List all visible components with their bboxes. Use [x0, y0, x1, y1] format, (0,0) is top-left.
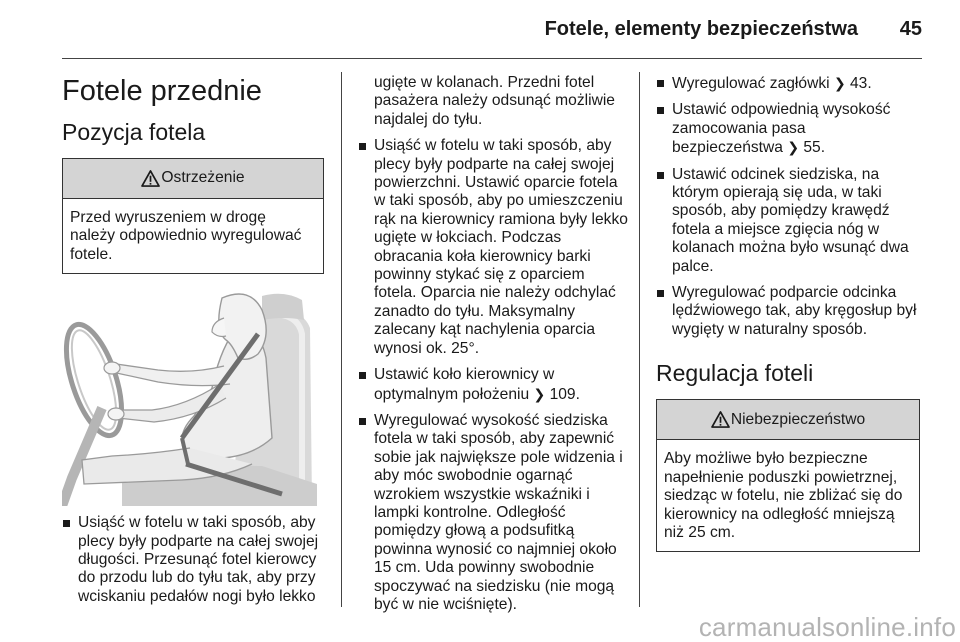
instruction-list: [62, 514, 324, 606]
subsection-heading: Regulacja foteli: [656, 360, 814, 387]
warning-header: [63, 159, 323, 199]
page-reference: 43.: [845, 75, 872, 92]
column-divider: [341, 72, 342, 607]
list-item: Ustawić koło kierownicy w optymalnym położeniu ❯ 109.: [358, 366, 628, 404]
list-item-continuation: ugięte w kolanach. Przedni fotel pasażera należy odsunąć możliwie najdalej do tyłu.: [374, 74, 615, 128]
running-header: [62, 18, 922, 42]
instruction-list: [358, 74, 628, 614]
page-reference: 55.: [799, 139, 826, 157]
list-item: Wyregulować zagłówki ❯ 43.: [656, 74, 920, 93]
driver-seat-illustration: [62, 288, 324, 506]
danger-header: [657, 400, 919, 440]
warning-label: Ostrzeżenie: [161, 169, 245, 187]
danger-box: [656, 399, 920, 552]
watermark: carmanualsonline.info: [698, 612, 956, 642]
section-heading: Fotele przednie: [62, 75, 262, 107]
list-item: Wyregulować wysokość siedziska fotela w taki sposób, aby zapewnić sobie jak największe pole widzenia i aby móc swobodnie ogarnąć wzrokiem wszystkie wskaźniki i lampki kontrolne. Odległość pomiędzy głową a podsufitką powinna wynosić co najmniej około 15 cm. Uda powinny swobodnie spoczywać na siedzisku (nie mogą być w nie wciśnięte).: [358, 412, 628, 614]
column-1: [62, 72, 324, 606]
header-rule: [62, 58, 922, 59]
column-2: [358, 72, 628, 614]
list-item: Usiąść w fotelu w taki sposób, aby plecy były podparte na całej swojej powierzchni. Ustawić oparcie fotela w taki sposób, aby po umieszczeniu rąk na kierownicy ramiona były lekko ugięte w łokciach. Podczas obracania koła kierownicy barki powinny stykać się z oparciem fotela. Oparcia nie należy odchylać zanadto do tyłu. Maksymalny zalecany kąt nachylenia oparcia wynosi ok. 25°.: [358, 137, 628, 358]
instruction-list: [656, 74, 920, 339]
danger-label: Niebezpieczeństwo: [730, 410, 866, 428]
warning-triangle-icon: [711, 411, 730, 428]
list-item: Wyregulować podparcie odcinka lędźwiowego tak, aby kręgosłup był wygięty w naturalny sposób.: [656, 284, 920, 339]
list-item: Ustawić odpowiednią wysokość zamocowania pasa bezpieczeństwa ❯ 55.: [656, 101, 920, 157]
list-item: Usiąść w fotelu w taki sposób, aby plecy były podparte na całej swojej długości. Przesunąć fotel kierowcy do przodu lub do tyłu tak, aby przy wciskaniu pedałów nogi było lekko: [62, 514, 324, 606]
chapter-title: Fotele, elementy bezpieczeństwa: [544, 18, 858, 40]
seat-position-illustration: [62, 288, 324, 506]
warning-text: Przed wyruszeniem w drogę należy odpowiednio wyregulować fotele.: [70, 209, 302, 263]
warning-box: [62, 158, 324, 274]
page-reference-icon: ❯: [787, 139, 800, 156]
list-item: Ustawić odcinek siedziska, na którym opierają się uda, w taki sposób, aby pomiędzy krawędź fotela a miejsce zgięcia nóg w kolanach można było wsunąć dwa palce.: [656, 166, 920, 276]
page-reference-icon: ❯: [533, 385, 546, 402]
page-reference-icon: ❯: [833, 75, 846, 91]
warning-triangle-icon: [141, 170, 160, 187]
column-divider: [639, 72, 640, 607]
subsection-heading: Pozycja fotela: [62, 119, 206, 145]
column-3: [656, 72, 920, 552]
danger-text: Aby możliwe było bezpieczne napełnienie poduszki powietrznej, siedząc w fotelu, nie zbliżać się do kierownicy na odległość mniejszą niż 25 cm.: [664, 450, 903, 541]
page-reference: 109.: [545, 385, 580, 403]
page-number: 45: [899, 18, 922, 40]
